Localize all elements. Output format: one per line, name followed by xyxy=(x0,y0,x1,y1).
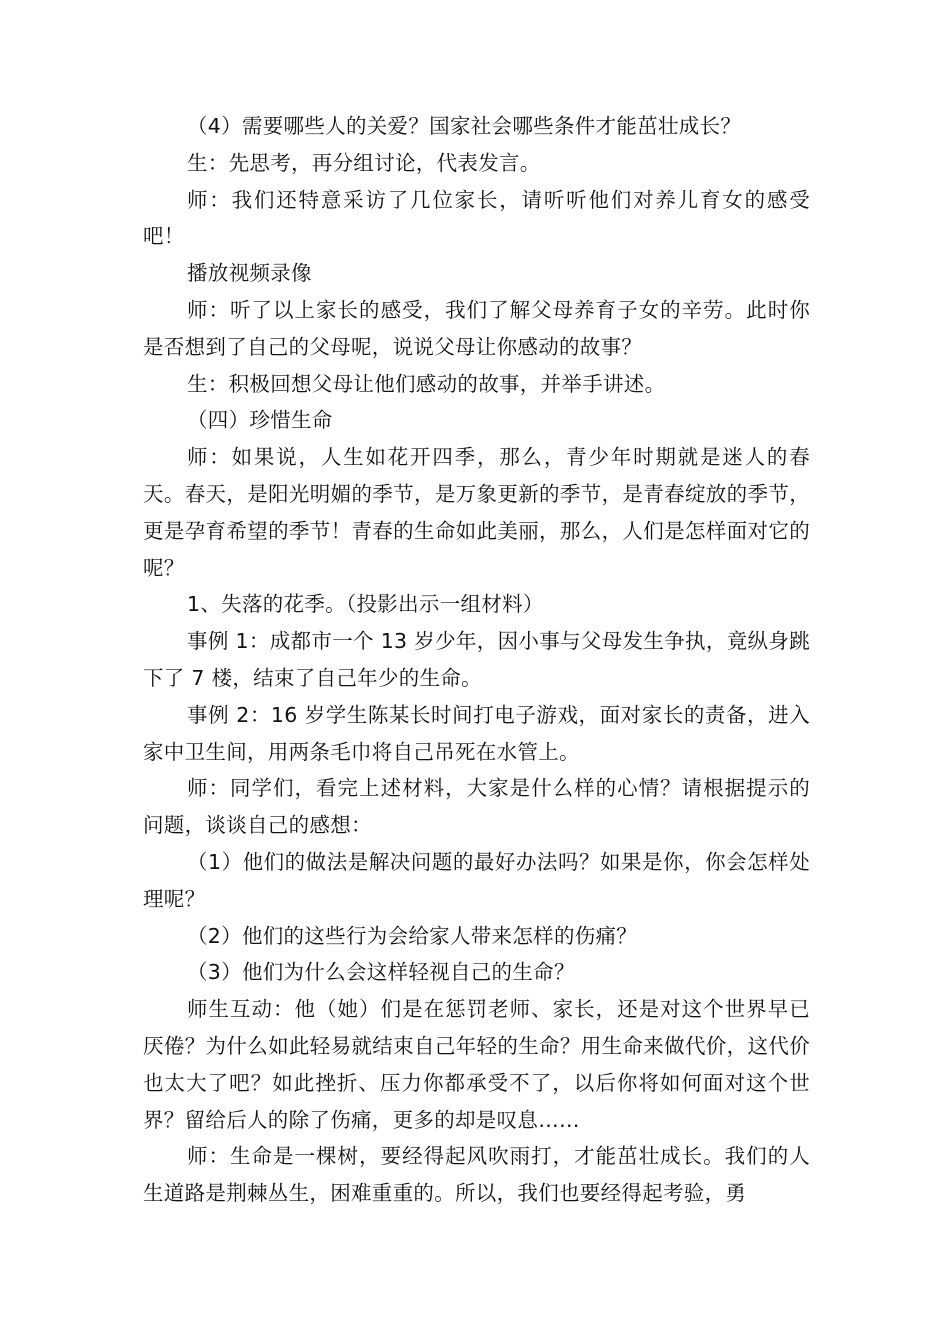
paragraph-question-2: （2）他们的这些行为会给家人带来怎样的伤痛？ xyxy=(187,923,638,948)
paragraph-question-1: （1）他们的做法是解决问题的最好办法吗？如果是你，你会怎样处理呢？ xyxy=(143,849,810,911)
paragraph-teacher-prompt: 师：同学们，看完上述材料，大家是什么样的心情？请根据提示的问题，谈谈自己的感想： xyxy=(143,776,810,838)
paragraph-teacher-parents: 师：我们还特意采访了几位家长，请听听他们对养儿育女的感受吧！ xyxy=(143,187,810,249)
document-page xyxy=(143,108,810,1212)
paragraph-question-3: （3）他们为什么会这样轻视自己的生命？ xyxy=(187,960,575,985)
paragraph-teacher-parents-feelings: 师：听了以上家长的感受，我们了解父母养育子女的辛劳。此时你是否想到了自己的父母呢，说说父母让你感动的故事？ xyxy=(143,297,810,359)
paragraph-play-video: 播放视频录像 xyxy=(187,261,312,286)
paragraph-question-4: （4）需要哪些人的关爱？国家社会哪些条件才能茁壮成长？ xyxy=(187,114,742,138)
paragraph-lost-season: 1、失落的花季。（投影出示一组材料） xyxy=(187,592,544,617)
paragraph-case-1: 事例 1：成都市一个 13 岁少年，因小事与父母发生争执，竟纵身跳下了 7 楼，结束了自己年少的生命。 xyxy=(143,629,810,690)
paragraph-case-2: 事例 2：16 岁学生陈某长时间打电子游戏，面对家长的责备，进入家中卫生间，用两条毛巾将自己吊死在水管上。 xyxy=(143,702,810,764)
section-heading-cherish-life: （四）珍惜生命 xyxy=(187,408,333,433)
paragraph-student-recall: 生：积极回想父母让他们感动的故事，并举手讲述。 xyxy=(187,371,666,396)
paragraph-student-discussion: 生：先思考，再分组讨论，代表发言。 xyxy=(187,150,541,175)
paragraph-teacher-tree: 师：生命是一棵树，要经得起风吹雨打，才能茁壮成长。我们的人生道路是荆棘丛生，困难重重的。所以，我们也要经得起考验，勇 xyxy=(143,1144,810,1206)
paragraph-interaction: 师生互动：他（她）们是在惩罚老师、家长，还是对这个世界早已厌倦？为什么如此轻易就结束自己年轻的生命？用生命来做代价，这代价也太大了吧？如此挫折、压力你都承受不了，以后你将如何面对这个世界？留给后人的除了伤痛，更多的却是叹息…… xyxy=(143,997,810,1132)
paragraph-teacher-spring: 师：如果说，人生如花开四季，那么，青少年时期就是迷人的春天。春天，是阳光明媚的季节，是万象更新的季节，是青春绽放的季节，更是孕育希望的季节！青春的生命如此美丽，那么，人们是怎样面对它的呢？ xyxy=(143,445,810,580)
